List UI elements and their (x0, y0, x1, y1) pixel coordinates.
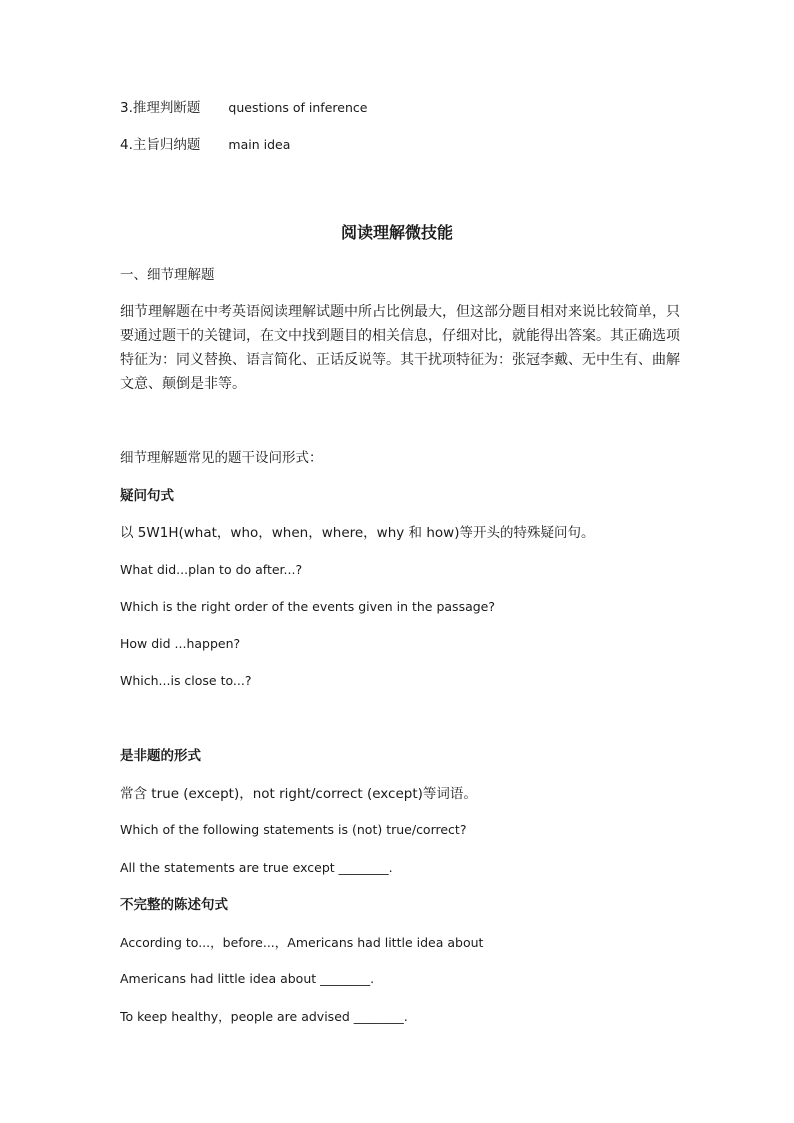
question-form-example-1: What did...plan to do after...? (120, 562, 303, 577)
true-false-form-example-2: All the statements are true except ________. (120, 860, 393, 875)
question-form-example-2: Which is the right order of the events given in the passage? (120, 599, 495, 614)
list-item-3-cn: 3.推理判断题 (120, 100, 201, 116)
incomplete-form-heading: 不完整的陈述句式 (120, 897, 228, 913)
section1-paragraph: 细节理解题在中考英语阅读理解试题中所占比例最大，但这部分题目相对来说比较简单，只要通过题干的关键词，在文中找到题目的相关信息，仔细对比，就能得出答案。其正确选项特征为：同义替换、语言简化、正话反说等。其干扰项特征为：张冠李戴、无中生有、曲解文意、颠倒是非等。 (120, 304, 680, 392)
list-item-3-en: questions of inference (228, 100, 368, 115)
question-form-example-3: How did ...happen? (120, 636, 241, 651)
list-item-4-en: main idea (228, 137, 291, 152)
true-false-form-heading: 是非题的形式 (120, 748, 201, 764)
true-false-form-desc: 常含 true (except)，not right/correct (except)等词语。 (120, 786, 477, 802)
incomplete-form-example-2: Americans had little idea about ________. (120, 971, 375, 986)
question-form-desc: 以 5W1H(what，who，when，where，why 和 how)等开头的特殊疑问句。 (120, 525, 595, 541)
forms-intro: 细节理解题常见的题干设问形式： (120, 450, 323, 466)
question-form-heading: 疑问句式 (120, 488, 174, 504)
page-title: 阅读理解微技能 (340, 223, 453, 242)
list-item-4 (120, 137, 290, 153)
list-item-3 (120, 100, 367, 116)
question-form-example-4: Which...is close to...? (120, 673, 252, 688)
true-false-form-example-1: Which of the following statements is (not) true/correct? (120, 822, 467, 837)
list-item-4-cn: 4.主旨归纳题 (120, 137, 201, 153)
incomplete-form-example-1: According to...，before...，Americans had little idea about (120, 935, 484, 950)
incomplete-form-example-3: To keep healthy，people are advised ________. (120, 1009, 408, 1024)
section1-heading: 一、细节理解题 (120, 267, 215, 283)
